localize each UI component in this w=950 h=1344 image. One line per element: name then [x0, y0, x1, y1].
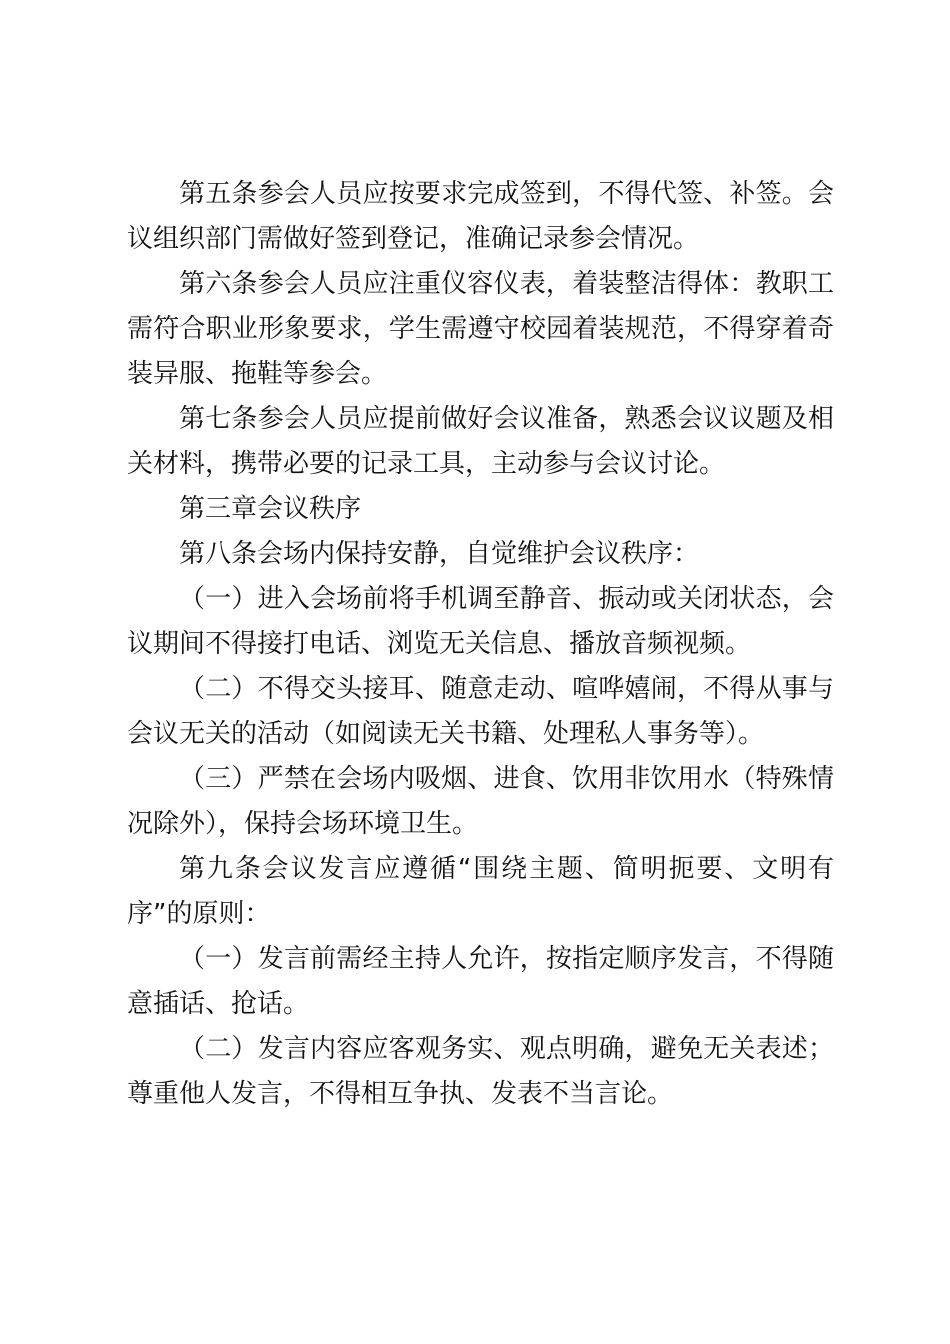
article-6-paragraph: 第六条参会人员应注重仪容仪表，着装整洁得体：教职工需符合职业形象要求，学生需遵守校园着装规范，不得穿着奇装异服、拖鞋等参会。 [127, 269, 834, 389]
document-body [127, 172, 834, 1117]
article-8-item-1: （一）进入会场前将手机调至静音、振动或关闭状态，会议期间不得接打电话、浏览无关信息、播放音频视频。 [127, 584, 834, 659]
article-8-item-2: （二）不得交头接耳、随意走动、喧哗嬉闹，不得从事与会议无关的活动（如阅读无关书籍、处理私人事务等）。 [127, 674, 834, 749]
article-7-paragraph: 第七条参会人员应提前做好会议准备，熟悉会议议题及相关材料，携带必要的记录工具，主动参与会议讨论。 [127, 404, 834, 479]
article-9-paragraph: 第九条会议发言应遵循“围绕主题、简明扼要、文明有序”的原则： [127, 854, 834, 929]
chapter-3-heading: 第三章会议秩序 [179, 494, 362, 524]
article-9-item-2: （二）发言内容应客观务实、观点明确，避免无关表述；尊重他人发言，不得相互争执、发表不当言论。 [127, 1034, 834, 1109]
article-8-paragraph: 第八条会场内保持安静，自觉维护会议秩序： [179, 539, 700, 569]
article-9-item-1: （一）发言前需经主持人允许，按指定顺序发言，不得随意插话、抢话。 [127, 944, 834, 1019]
article-5-paragraph: 第五条参会人员应按要求完成签到，不得代签、补签。会议组织部门需做好签到登记，准确记录参会情况。 [127, 179, 834, 254]
article-8-item-3: （三）严禁在会场内吸烟、进食、饮用非饮用水（特殊情况除外），保持会场环境卫生。 [127, 764, 834, 839]
